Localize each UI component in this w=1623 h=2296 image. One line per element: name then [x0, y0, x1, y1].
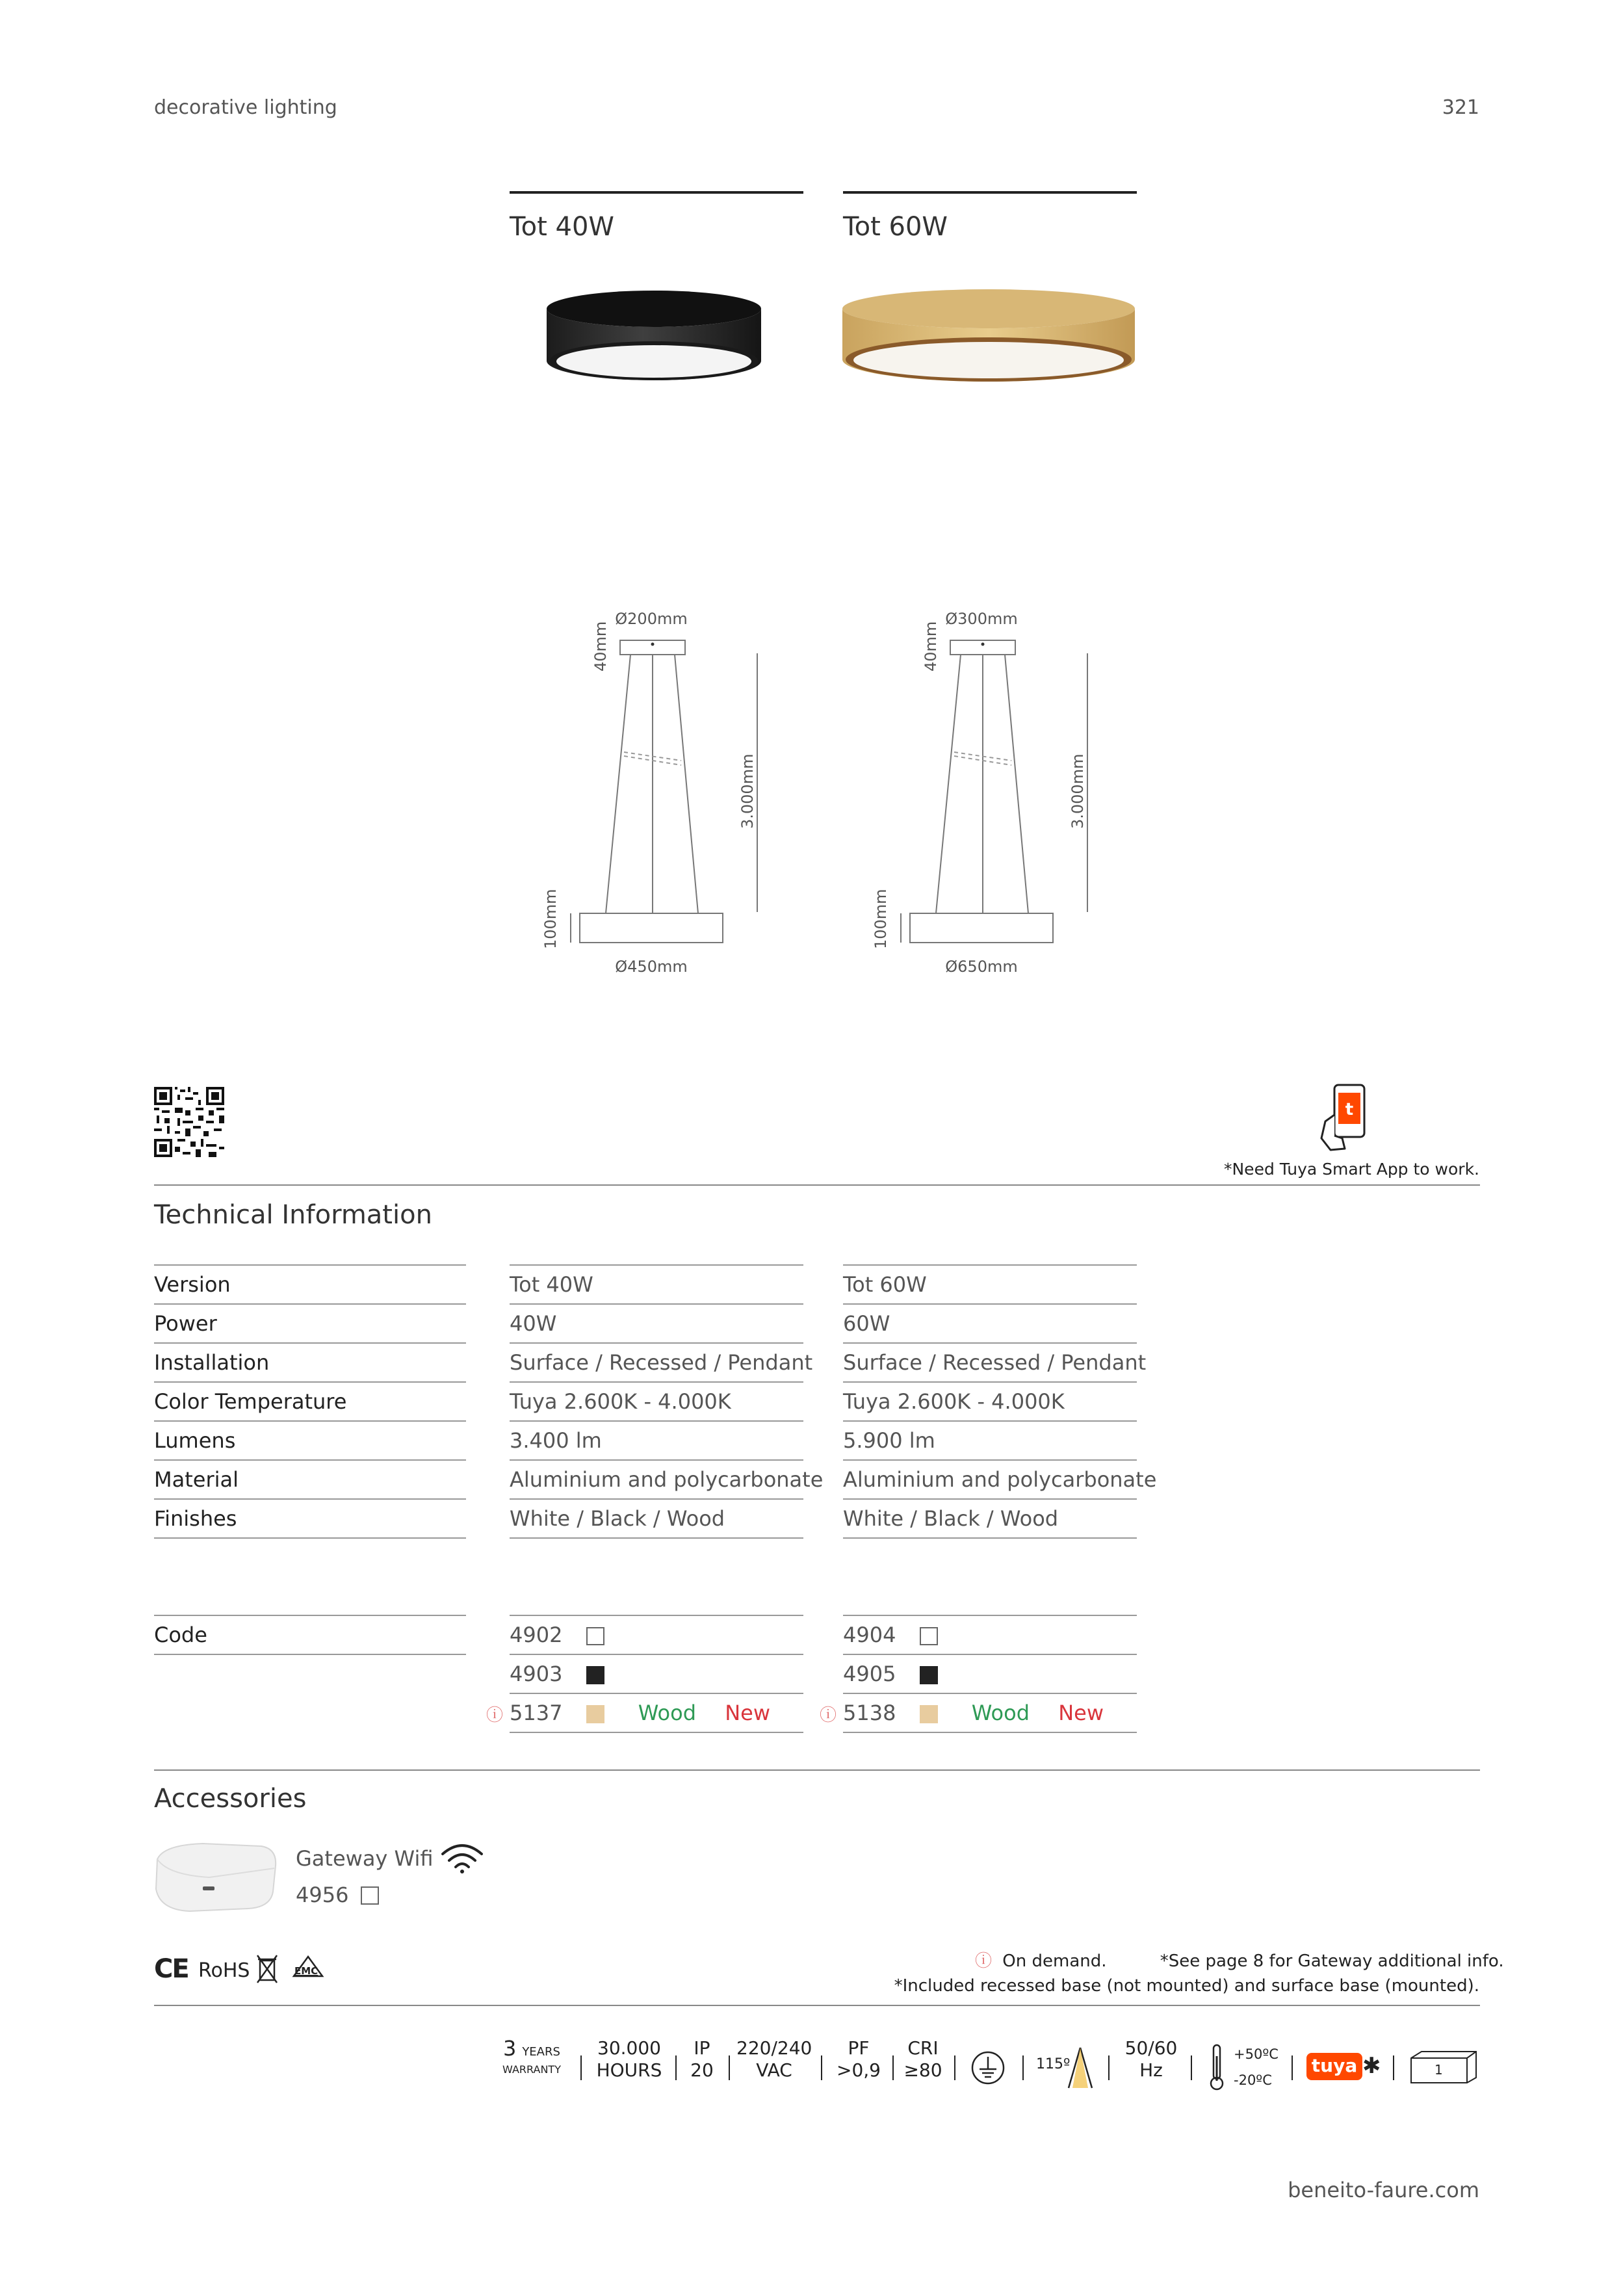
voltage: 220/240 VAC	[736, 2037, 812, 2081]
beam-angle-icon	[1066, 2045, 1095, 2091]
tuya-note: *Need Tuya Smart App to work.	[1223, 1160, 1479, 1179]
gateway-device-image	[151, 1840, 279, 1914]
base-diameter: Ø650mm	[945, 958, 1018, 976]
gateway-note: *See page 8 for Gateway additional info.	[1160, 1951, 1504, 1971]
wood-finish-swatch[interactable]	[920, 1705, 938, 1723]
page-number: 321	[1442, 96, 1479, 119]
accessories-title: Accessories	[154, 1784, 307, 1814]
power-factor: PF >0,9	[837, 2037, 881, 2081]
cable-length: 3.000mm	[738, 753, 757, 829]
section-divider	[154, 1184, 1480, 1186]
frequency: 50/60 Hz	[1124, 2037, 1178, 2081]
lamp-wood-image	[838, 283, 1139, 400]
lamp-black-image	[543, 286, 764, 400]
wood-finish-swatch[interactable]	[586, 1705, 604, 1723]
code-label: Code	[154, 1616, 466, 1655]
white-finish-checkbox[interactable]	[586, 1627, 604, 1645]
top-diameter: Ø300mm	[945, 610, 1018, 628]
code-value: 4905	[843, 1662, 896, 1686]
beam-angle: 115º	[1036, 2056, 1071, 2072]
accessory-checkbox[interactable]	[361, 1886, 379, 1905]
base-diameter: Ø450mm	[615, 958, 688, 976]
accessory-code: 4956	[296, 1883, 349, 1907]
new-badge: New	[725, 1701, 770, 1725]
cable-length: 3.000mm	[1069, 753, 1087, 829]
emc-icon: EMC	[291, 1954, 325, 1979]
code-value: 4904	[843, 1623, 896, 1647]
wood-label: Wood	[971, 1701, 1030, 1725]
warranty-badge: 3 YEARS WARRANTY	[502, 2036, 561, 2076]
dimension-drawing-60w	[863, 601, 1123, 978]
on-demand-icon: ⓘ	[975, 1951, 993, 1971]
code-value: 4902	[510, 1623, 563, 1647]
wood-label: Wood	[638, 1701, 697, 1725]
section-divider	[154, 2005, 1480, 2006]
dimension-drawing-40w	[533, 601, 793, 978]
model-rule	[843, 191, 1137, 194]
temperature-range: +50ºC -20ºC	[1234, 2046, 1279, 2088]
tech-title: Technical Information	[154, 1200, 432, 1230]
model-title: Tot 40W	[510, 212, 614, 242]
earth-ground-icon	[970, 2049, 1006, 2087]
website-link[interactable]: beneito-faure.com	[1288, 2178, 1479, 2202]
qr-code-icon[interactable]	[154, 1087, 224, 1157]
top-height: 40mm	[922, 621, 940, 672]
recessed-note: *Included recessed base (not mounted) and surface base (mounted).	[894, 1976, 1479, 1996]
wifi-icon	[439, 1842, 485, 1875]
weee-bin-icon	[256, 1953, 278, 1985]
accessory-name: Gateway Wifi	[296, 1846, 434, 1871]
tuya-logo: tuya	[1306, 2053, 1362, 2080]
notes-line-1	[975, 1948, 1504, 1972]
ce-mark-icon: CE	[154, 1954, 188, 1984]
top-height: 40mm	[591, 621, 610, 672]
base-height: 100mm	[541, 889, 560, 949]
section-divider	[154, 1769, 1480, 1771]
package-box-icon: 1	[1409, 2049, 1480, 2084]
top-diameter: Ø200mm	[615, 610, 688, 628]
model-rule	[510, 191, 803, 194]
rohs-label: RoHS	[198, 1959, 250, 1982]
new-badge: New	[1058, 1701, 1104, 1725]
model-title: Tot 60W	[843, 212, 948, 242]
svg-text:t: t	[1345, 1100, 1354, 1119]
code-value: 5138	[843, 1701, 896, 1725]
black-finish-swatch[interactable]	[920, 1666, 938, 1684]
bluetooth-icon: ✱	[1362, 2053, 1381, 2079]
on-demand-icon: ⓘ	[820, 1706, 837, 1725]
ip-rating: IP 20	[690, 2037, 714, 2081]
section-title: decorative lighting	[154, 96, 337, 119]
on-demand-icon: ⓘ	[486, 1706, 504, 1725]
lifetime-hours: 30.000 HOURS	[596, 2037, 662, 2081]
cri: CRI ≥80	[903, 2037, 942, 2081]
code-value: 4903	[510, 1662, 563, 1686]
on-demand-note: On demand.	[1002, 1951, 1107, 1971]
thermometer-icon	[1209, 2043, 1225, 2091]
white-finish-checkbox[interactable]	[920, 1627, 938, 1645]
black-finish-swatch[interactable]	[586, 1666, 604, 1684]
code-value: 5137	[510, 1701, 563, 1725]
base-height: 100mm	[872, 889, 890, 949]
tuya-phone-icon	[1316, 1082, 1375, 1153]
